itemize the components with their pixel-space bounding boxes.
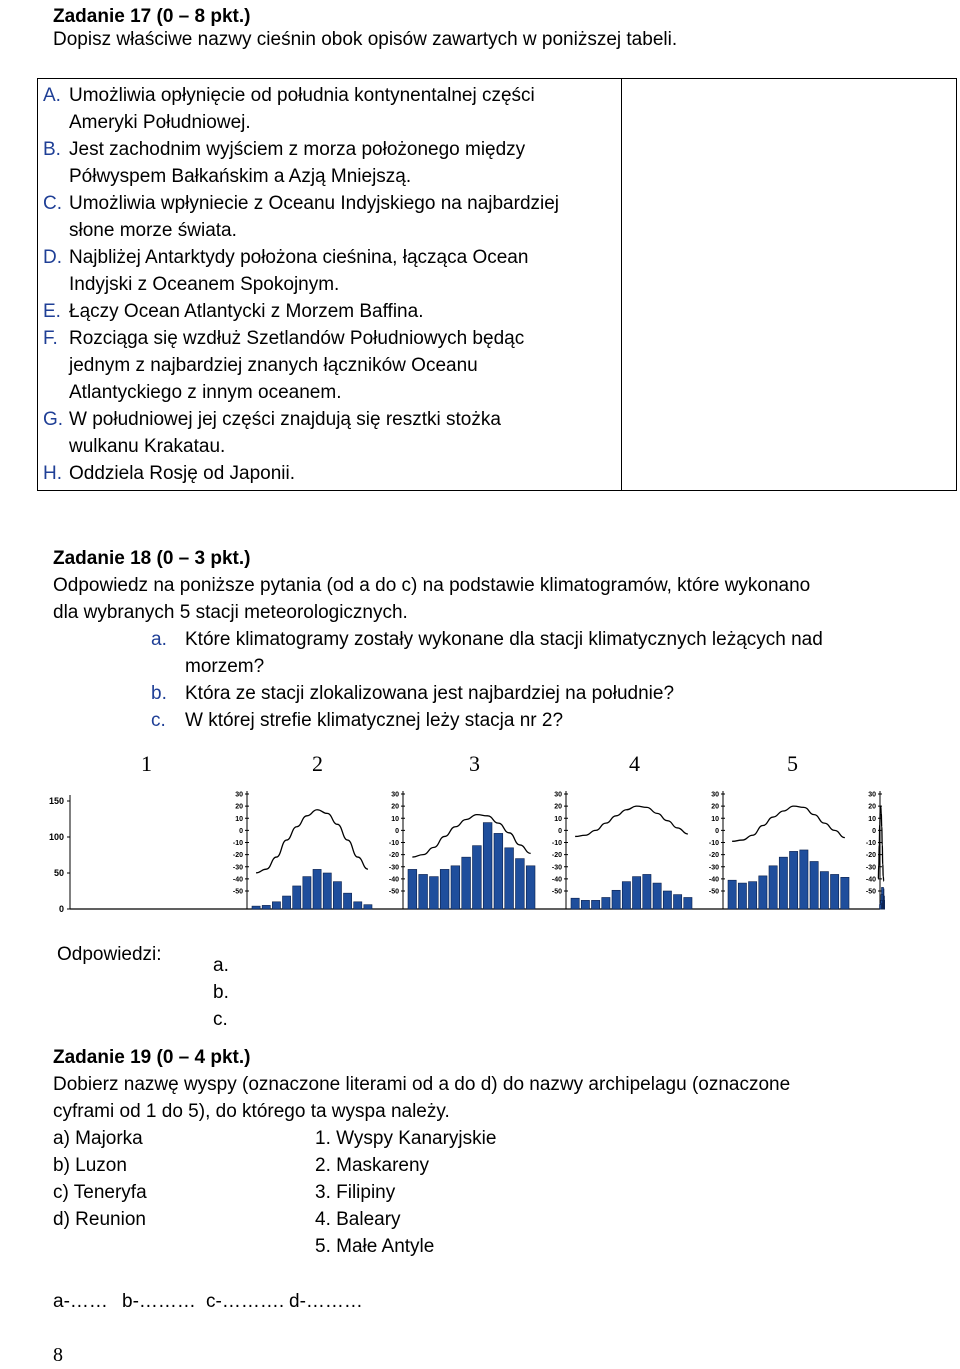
precip-bar <box>663 891 671 909</box>
temp-tick-label: -10 <box>708 840 719 847</box>
temp-tick-label: -10 <box>865 840 876 847</box>
strait-description-h <box>43 460 621 487</box>
precip-bar <box>633 877 641 909</box>
precip-bar <box>293 886 301 909</box>
match-answer-c[interactable]: c-………. <box>206 1291 285 1312</box>
temp-tick-label: 0 <box>395 827 399 835</box>
archipelago-4: 4. Baleary <box>315 1209 401 1230</box>
question-a-text1: Które klimatogramy zostały wykonane dla stacji klimatycznych leżących nad <box>185 629 823 650</box>
task18-intro-line1: Odpowiedz na poniższe pytania (od a do c) na podstawie klimatogramów, które wykonano <box>53 575 811 596</box>
page-number: 8 <box>53 1344 63 1366</box>
answer-c-letter: c. <box>213 1009 228 1030</box>
temp-tick-label: 0 <box>715 827 719 835</box>
precip-bar <box>494 833 503 909</box>
question-a-text2: morzem? <box>185 656 265 677</box>
precip-bar <box>333 882 341 909</box>
precip-bar <box>738 883 746 909</box>
temp-tick-label: -40 <box>388 876 399 884</box>
temp-tick-label: -10 <box>232 840 243 847</box>
description-line: Atlantyckiego z innym oceanem. <box>69 382 342 403</box>
task19-title: Zadanie 19 (0 – 4 pkt.) <box>53 1047 251 1068</box>
precip-bar <box>841 877 849 909</box>
strait-description-f <box>43 325 621 406</box>
question-a-letter: a. <box>151 629 167 650</box>
precip-bar <box>643 874 651 909</box>
temp-tick-label: -50 <box>865 888 876 896</box>
temp-tick-label: 20 <box>711 803 719 811</box>
description-line: jednym z najbardziej znanych łączników Oceanu <box>69 355 478 376</box>
precip-bar <box>473 846 482 909</box>
precip-bar <box>440 869 449 909</box>
precip-bar <box>462 857 471 909</box>
description-line <box>43 82 621 109</box>
question-c-text: W której strefie klimatycznej leży stacja nr 2? <box>185 710 564 731</box>
climatograms-chart <box>40 780 885 920</box>
match-answer-a[interactable]: a-…… <box>53 1291 108 1312</box>
precip-bar <box>749 882 757 909</box>
archipelago-5: 5. Małe Antyle <box>315 1236 435 1257</box>
item-letter: C. <box>43 193 62 214</box>
temperature-curve <box>732 806 845 841</box>
question-b-letter-text: b. <box>151 683 167 704</box>
archipelago-3: 3. Filipiny <box>315 1182 396 1203</box>
precip-bar <box>419 874 428 909</box>
precip-bar <box>505 848 514 909</box>
precip-bar <box>262 905 270 909</box>
temperature-curve <box>575 806 688 836</box>
precip-bar <box>313 869 321 909</box>
item-letter: D. <box>43 247 62 268</box>
precip-bar <box>602 897 610 909</box>
precip-bar <box>592 900 600 909</box>
strait-description-g <box>43 406 621 460</box>
description-line <box>43 244 621 271</box>
station-label-2: 2 <box>312 751 323 776</box>
precip-bar <box>653 883 661 909</box>
precip-bar <box>364 905 372 909</box>
temp-tick-label: -40 <box>551 876 562 884</box>
item-text: W południowej jej części znajdują się resztki stożka <box>69 409 501 430</box>
item-letter: E. <box>43 301 61 322</box>
item-text: Umożliwia wpłyniecie z Oceanu Indyjskiego na najbardziej <box>69 193 560 214</box>
question-c-letter-text: c. <box>151 710 166 731</box>
answers-label: Odpowiedzi: <box>57 944 162 965</box>
temp-tick-label: -30 <box>865 864 876 872</box>
temp-tick-label: -50 <box>708 888 719 896</box>
description-line <box>43 406 621 433</box>
item-text: Rozciąga się wzdłuż Szetlandów Południowych będąc <box>69 328 525 349</box>
precip-bar <box>430 877 439 909</box>
description-line: Ameryki Południowej. <box>69 112 251 133</box>
temp-tick-label: 0 <box>558 827 562 835</box>
precip-bar <box>283 896 291 909</box>
description-line: wulkanu Krakatau. <box>69 436 226 457</box>
temp-tick-label: -40 <box>232 876 243 884</box>
description-line: słone morze świata. <box>69 220 237 241</box>
temp-tick-label: 10 <box>868 815 876 823</box>
answer-b-letter: b. <box>213 982 229 1003</box>
temp-tick-label: 30 <box>711 791 719 799</box>
temp-tick-label: 30 <box>391 791 399 799</box>
precip-bar <box>622 882 630 909</box>
island-c: c) Teneryfa <box>53 1182 147 1203</box>
temp-tick-label: -10 <box>388 840 399 847</box>
temp-tick-label: 10 <box>711 815 719 823</box>
precip-bar <box>516 859 525 909</box>
match-answer-d[interactable]: d-……… <box>289 1291 363 1312</box>
temp-tick-label: 20 <box>391 803 399 811</box>
question-b-letter <box>151 680 167 707</box>
temp-tick-label: 30 <box>868 791 876 799</box>
temp-tick-label: 30 <box>554 791 562 799</box>
island-a: a) Majorka <box>53 1128 143 1149</box>
precip-bar <box>526 866 535 909</box>
task19-intro-line1: Dobierz nazwę wyspy (oznaczone literami od a do d) do nazwy archipelagu (oznaczone <box>53 1074 791 1095</box>
precip-bar <box>759 876 767 909</box>
description-line: Indyjski z Oceanem Spokojnym. <box>69 274 340 295</box>
precip-bar <box>810 861 818 909</box>
description-line: Półwyspem Bałkańskim a Azją Mniejszą. <box>69 166 412 187</box>
question-b-text: Która ze stacji zlokalizowana jest najbardziej na południe? <box>185 683 675 704</box>
item-text: Łączy Ocean Atlantycki z Morzem Baffina. <box>69 301 424 322</box>
precip-bar <box>612 890 620 909</box>
precip-bar <box>880 905 882 909</box>
temp-tick-label: -20 <box>388 852 399 860</box>
task17-instruction: Dopisz właściwe nazwy cieśnin obok opisów zawartych w poniższej tabeli. <box>53 29 678 50</box>
description-line <box>43 460 621 487</box>
archipelago-2: 2. Maskareny <box>315 1155 430 1176</box>
island-d: d) Reunion <box>53 1209 146 1230</box>
station-label-3: 3 <box>469 751 480 776</box>
station-label-4: 4 <box>629 751 640 776</box>
description-line <box>43 298 621 325</box>
precip-bar <box>790 851 798 909</box>
item-letter: H. <box>43 463 62 484</box>
temp-tick-label: -50 <box>388 888 399 896</box>
station-label-5: 5 <box>787 751 798 776</box>
precip-bar <box>581 900 589 909</box>
temp-tick-label: -20 <box>865 852 876 860</box>
precip-bar <box>344 893 352 909</box>
precip-bar <box>769 866 777 909</box>
temperature-curve <box>878 806 884 881</box>
temp-tick-label: 0 <box>239 827 243 835</box>
precip-bar <box>252 906 260 909</box>
item-text: Najbliżej Antarktydy położona cieśnina, łącząca Ocean <box>69 247 529 268</box>
item-letter: F. <box>43 328 58 349</box>
temp-tick-label: -30 <box>551 864 562 872</box>
precip-bar <box>354 902 362 909</box>
precip-tick-label: 100 <box>48 832 64 842</box>
precip-bar <box>831 874 839 909</box>
temp-tick-label: -30 <box>232 864 243 872</box>
precip-bar <box>272 902 280 909</box>
temp-tick-label: 10 <box>235 815 243 823</box>
precip-bar <box>483 823 492 909</box>
question-c-letter <box>151 707 166 734</box>
temp-tick-label: 30 <box>235 791 243 799</box>
temp-tick-label: -20 <box>551 852 562 860</box>
item-letter: G. <box>43 409 64 430</box>
task18-intro-line2: dla wybranych 5 stacji meteorologicznych. <box>53 602 408 623</box>
task17-answer-cell[interactable] <box>622 79 957 491</box>
precip-bar <box>408 869 417 909</box>
precip-tick-label: 50 <box>53 868 64 878</box>
temp-tick-label: -10 <box>551 840 562 847</box>
strait-description-a <box>43 82 621 136</box>
precip-bar <box>684 897 692 909</box>
precip-bar <box>820 872 828 909</box>
item-text: Jest zachodnim wyjściem z morza położonego między <box>69 139 526 160</box>
question-a <box>151 626 167 653</box>
temp-tick-label: -30 <box>708 864 719 872</box>
archipelago-1: 1. Wyspy Kanaryjskie <box>315 1128 497 1149</box>
item-text: Umożliwia opłynięcie od południa kontynentalnej części <box>69 85 535 106</box>
precip-bar <box>451 866 460 909</box>
temperature-curve <box>256 810 368 873</box>
temp-tick-label: -50 <box>551 888 562 896</box>
answer-a-letter: a. <box>213 955 229 976</box>
strait-description-b <box>43 136 621 190</box>
match-answer-b[interactable]: b-……… <box>122 1291 196 1312</box>
strait-description-c <box>43 190 621 244</box>
strait-description-e <box>43 298 621 325</box>
precip-bar <box>800 850 808 909</box>
description-line <box>43 325 621 352</box>
task17-title: Zadanie 17 (0 – 8 pkt.) <box>53 6 251 27</box>
precip-bar <box>323 873 331 909</box>
precip-bar <box>303 877 311 909</box>
task17-descriptions <box>38 79 622 491</box>
temp-tick-label: 10 <box>391 815 399 823</box>
temp-tick-label: 20 <box>554 803 562 811</box>
precip-bar <box>571 898 579 909</box>
description-line <box>43 136 621 163</box>
precip-bar <box>779 857 787 909</box>
temp-tick-label: -20 <box>232 852 243 860</box>
precip-bar <box>728 880 736 909</box>
item-letter: B. <box>43 139 61 160</box>
precip-bar <box>674 895 682 909</box>
item-letter: A. <box>43 85 61 106</box>
precip-tick-label: 150 <box>48 796 64 806</box>
task18-title: Zadanie 18 (0 – 3 pkt.) <box>53 548 251 569</box>
temp-tick-label: -20 <box>708 852 719 860</box>
task19-intro-line2: cyframi od 1 do 5), do którego ta wyspa należy. <box>53 1101 450 1122</box>
temp-tick-label: -50 <box>232 888 243 896</box>
temp-tick-label: -40 <box>708 876 719 884</box>
temp-tick-label: 0 <box>872 827 876 835</box>
temp-tick-label: -40 <box>865 876 876 884</box>
item-text: Oddziela Rosję od Japonii. <box>69 463 296 484</box>
temp-tick-label: -30 <box>388 864 399 872</box>
temp-tick-label: 10 <box>554 815 562 823</box>
station-label-1: 1 <box>141 751 152 776</box>
description-line <box>43 190 621 217</box>
temp-tick-label: 20 <box>868 803 876 811</box>
task17-table <box>37 78 957 491</box>
precip-tick-label: 0 <box>58 904 64 914</box>
strait-description-d <box>43 244 621 298</box>
island-b: b) Luzon <box>53 1155 127 1176</box>
temp-tick-label: 20 <box>235 803 243 811</box>
